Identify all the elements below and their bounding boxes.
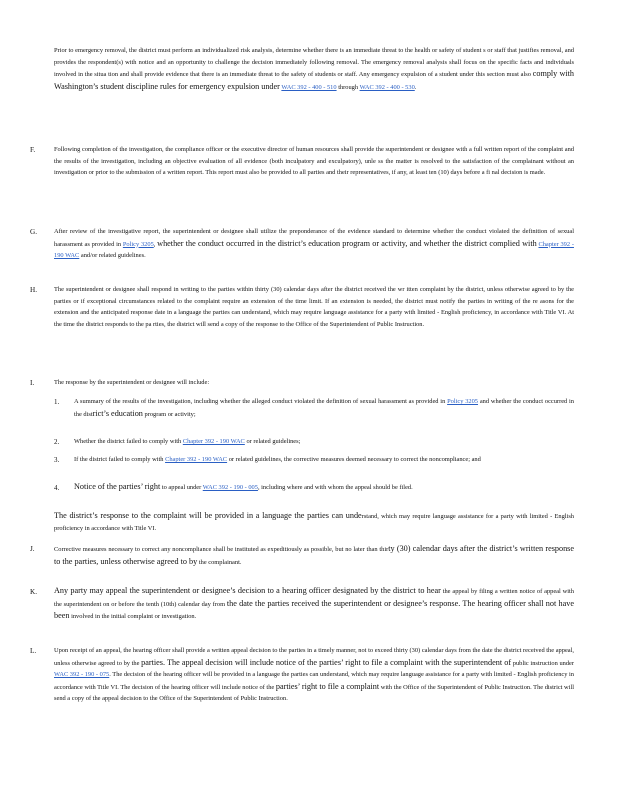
section-label-h: H. (30, 286, 37, 294)
section-label-f: F. (30, 146, 36, 154)
list-number: 2. (54, 438, 60, 446)
intro-text-large: comply with Washington’s student discipline rules for emergency expulsion under (54, 69, 575, 91)
list-item: A summary of the results of the investigation, including whether the alleged conduct violated the definition of sexual harassment as provided in Policy 3205 and whether the conduct occurred in the district’s education program or activity; (74, 398, 574, 418)
chapter-link[interactable]: Chapter 392 - 190 WAC (165, 456, 228, 463)
list-item: If the district failed to comply with Chapter 392 - 190 WAC or related guidelines, the corrective measures deemed necessary to correct the noncompliance; and (74, 456, 481, 463)
section-i-text: The response by the superintendent or designee will include: (54, 379, 210, 386)
section-label-g: G. (30, 228, 37, 236)
section-i-tail: The district’s response to the complaint will be provided in a language the parties can understand, which may require language assistance for a party with limited - English proficiency in accordance with Title VI. (54, 511, 574, 532)
intro-end: . (414, 83, 417, 91)
section-g-text: After review of the investigative report, the superintendent or designee shall utilize the preponderance of the evidence standard to determine whether the conduct violated the definition of sexual harassment as provided in Policy 3205, whether the conduct occurred in the district’s education program or activity, and whether the district complied with Chapter 392 - 190 WAC and/or related guidelines. (54, 228, 574, 260)
intro-paragraph (54, 45, 574, 93)
section-j-text: Corrective measures necessary to correct any noncompliance shall be instituted as expeditiously as possible, but no later than thirty (30) calendar days after the district’s written response to the parties, unless otherwise agreed to by the complainant. (54, 544, 574, 566)
list-item: Notice of the parties’ right to appeal under WAC 392 - 190 - 005, including where and with whom the appeal should be filed. (74, 482, 413, 491)
policy-link[interactable]: Policy 3205 (122, 240, 154, 248)
wac-link[interactable]: WAC 392 - 190 - 005 (202, 484, 258, 491)
list-number: 1. (54, 398, 60, 406)
list-number: 3. (54, 456, 60, 464)
section-k-text: Any party may appeal the superintendent or designee’s decision to a hearing officer designated by the district to hear the appeal by filing a written notice of appeal with the superintendent on or before the tenth (10th) calendar day from the date the parties received the superintendent or designee’s response. The hearing officer shall not have been involved in the initial complaint or investigation. (54, 586, 574, 621)
chapter-link[interactable]: Chapter 392 - 190 WAC (182, 438, 245, 445)
list-item: Whether the district failed to comply with Chapter 392 - 190 WAC or related guidelines; (74, 438, 301, 445)
section-h-text: The superintendent or designee shall respond in writing to the parties within thirty (30) calendar days after the district received the wr itten complaint by the district, unless otherwise agreed to by the parties or if exceptional circumstances related to the complaint require an extension of the time limit. If an extension is needed, the district must notify the parties in writing of the re asons for the extension and the anticipated response date in a language the parties can understand, which may require language assistance for a party with limited - English proficiency, in accordance with Title VI. At the time the district responds to the pa rties, the district will send a copy of the response to the Office of the Superintendent of Public Instruction. (54, 286, 574, 328)
policy-link[interactable]: Policy 3205 (447, 398, 479, 405)
section-label-k: K. (30, 588, 37, 596)
intro-text: Prior to emergency removal, the district must perform an individualized risk analysis, determine whether there is an immediate threat to the health or safety of student s or staff that justifies removal, and provides the respondent(s) with notice and an opportunity to challenge the decision immediately following removal. The emergency removal analysis shall focus on the specific facts and individuals involved in the situa tion and shall provide evidence that there is an immediate threat to the safety of students or staff. Any emergency expulsion of a student under this section must also (54, 47, 574, 79)
list-number: 4. (54, 484, 60, 492)
wac-link[interactable]: WAC 392 - 400 - 530 (359, 83, 415, 91)
through-text: through (338, 83, 359, 91)
chapter-link[interactable]: Chapter 392 - 190 WAC (54, 240, 574, 260)
section-label-i: I. (30, 379, 35, 387)
section-l-text: Upon receipt of an appeal, the hearing officer shall provide a written appeal decision to the parties in a timely manner, not to exceed thirty (30) calendar days from the date the district received the appeal, unless otherwise agreed to by the parties. The appeal decision will include notice of the parties’ right to file a complaint with the superintendent of public instruction under WAC 392 - 190 - 075. The decision of the hearing officer will be provided in a language the parties can understand, which may require language assistance for a party with limited - English proficiency in accordance with Title VI. The decision of the hearing officer will include notice of the parties’ right to file a complaint with the Office of the Superintendent of Public Instruction. The district will send a copy of the appeal decision to the Office of the Superintendent of Public Instruction. (54, 647, 575, 703)
section-label-j: J. (30, 545, 35, 553)
section-f-text: Following completion of the investigation, the compliance officer or the executive director of human resources shall provide the superintendent or designee with a full written report of the complaint and the results of the investigation, including an objective evaluation of all evidence (both inculpatory and exculpatory), unle ss the matter is resolved to the satisfaction of the complainant without an investigation or prior to the submission of a written report. This report must also be provided to all parties and their representatives, if any, at least ten (10) days before a fi nal decision is made. (54, 146, 574, 177)
wac-link[interactable]: WAC 392 - 400 - 510 (281, 83, 337, 91)
section-label-l: L. (30, 647, 37, 655)
wac-link[interactable]: WAC 392 - 190 - 075 (54, 671, 110, 679)
